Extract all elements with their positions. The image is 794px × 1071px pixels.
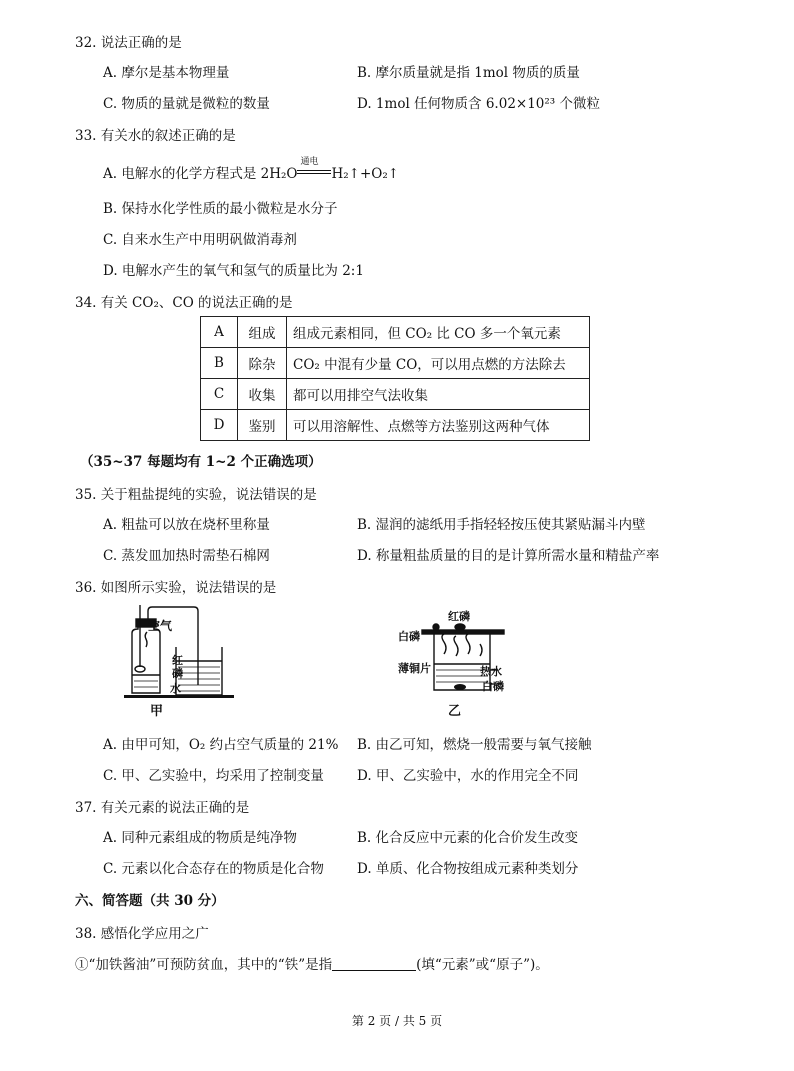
fig-yi-red-label: 红磷 (448, 610, 470, 623)
q33-stem: 33. 有关水的叙述正确的是 (75, 128, 236, 144)
q35-stem: 35. 关于粗盐提纯的实验，说法错误的是 (75, 487, 317, 503)
row-text: 都可以用排空气法收集 (287, 379, 590, 410)
table-row (201, 348, 590, 379)
q35-option-d: D. 称量粗盐质量的目的是计算所需水量和精盐产率 (357, 548, 660, 564)
q36-stem: 36. 如图所示实验，说法错误的是 (75, 580, 277, 596)
q32-option-d: D. 1mol 任何物质含 6.02×10²³ 个微粒 (357, 96, 601, 112)
q38-stem: 38. 感悟化学应用之广 (75, 926, 209, 942)
q32-option-b: B. 摩尔质量就是指 1mol 物质的质量 (357, 65, 580, 81)
q36-option-c: C. 甲、乙实验中，均采用了控制变量 (103, 768, 324, 784)
reaction-equals (297, 157, 331, 178)
q36-option-d: D. 甲、乙实验中，水的作用完全不同 (357, 768, 579, 784)
q36-option-a: A. 由甲可知，O₂ 约占空气质量的 21% (103, 737, 339, 753)
fig-yi-caption: 乙 (448, 704, 462, 719)
q37-option-d: D. 单质、化合物按组成元素种类划分 (357, 861, 579, 877)
fig-jia-water-label: 水 (170, 682, 181, 695)
fig-jia-air-label: 空气 (148, 619, 173, 633)
q35-option-c: C. 蒸发皿加热时需垫石棉网 (103, 548, 270, 564)
q38-item-1-prefix: ①“加铁酱油”可预防贫血，其中的“铁”是指 (75, 957, 333, 973)
row-topic: 除杂 (238, 348, 287, 379)
row-text: 组成元素相同，但 CO₂ 比 CO 多一个氧元素 (287, 317, 590, 348)
q34-stem: 34. 有关 CO₂、CO 的说法正确的是 (75, 295, 293, 311)
row-text: CO₂ 中混有少量 CO，可以用点燃的方法除去 (287, 348, 590, 379)
q37-stem: 37. 有关元素的说法正确的是 (75, 800, 250, 816)
table-row (201, 317, 590, 348)
q37-option-c: C. 元素以化合态存在的物质是化合物 (103, 861, 324, 877)
q36-option-b: B. 由乙可知，燃烧一般需要与氧气接触 (357, 737, 592, 753)
q33-option-d: D. 电解水产生的氧气和氢气的质量比为 2:1 (103, 263, 364, 279)
q33-option-c: C. 自来水生产中用明矾做消毒剂 (103, 232, 297, 248)
row-topic: 收集 (238, 379, 287, 410)
q32-option-c: C. 物质的量就是微粒的数量 (103, 96, 270, 112)
row-topic: 组成 (238, 317, 287, 348)
q33-a-prefix: A. 电解水的化学方程式是 2H₂O (103, 166, 298, 182)
row-letter: C (201, 379, 238, 410)
page-footer: 第 2 页 / 共 5 页 (351, 1014, 443, 1028)
section-note: （35~37 每题均有 1~2 个正确选项） (80, 454, 322, 470)
fig-yi-white-bottom-label: 白磷 (482, 680, 504, 693)
row-letter: B (201, 348, 238, 379)
table-row (201, 379, 590, 410)
answer-blank[interactable] (332, 956, 416, 971)
row-text: 可以用溶解性、点燃等方法鉴别这两种气体 (287, 410, 590, 441)
q33-a-suffix: H₂↑+O₂↑ (331, 166, 400, 182)
fig-yi-white-top-label: 白磷 (398, 630, 420, 643)
q33-option-a (103, 157, 400, 182)
q38-item-1-suffix: (填“元素”或“原子”)。 (416, 957, 549, 973)
q32-stem: 32. 说法正确的是 (75, 35, 182, 51)
fig-jia-red-label-1: 红 (172, 654, 183, 667)
q33-option-b: B. 保持水化学性质的最小微粒是水分子 (103, 201, 338, 217)
reaction-condition: 通电 (300, 157, 319, 167)
q32-option-a: A. 摩尔是基本物理量 (103, 65, 230, 81)
q34-options-table (200, 316, 590, 441)
row-topic: 鉴别 (238, 410, 287, 441)
q37-option-a: A. 同种元素组成的物质是纯净物 (103, 830, 297, 846)
fig-jia-red-label-2: 磷 (172, 667, 183, 680)
q38-item-1 (75, 953, 549, 973)
q35-option-a: A. 粗盐可以放在烧杯里称量 (103, 517, 270, 533)
fig-jia-caption: 甲 (150, 704, 164, 719)
fig-yi-copper-label: 薄铜片 (398, 662, 431, 675)
q35-option-b: B. 湿润的滤纸用手指轻轻按压使其紧贴漏斗内壁 (357, 517, 646, 533)
q37-option-b: B. 化合反应中元素的化合价发生改变 (357, 830, 579, 846)
fig-yi-hot-water-label: 热水 (480, 665, 502, 678)
section-6-heading: 六、简答题（共 30 分） (75, 893, 225, 909)
row-letter: A (201, 317, 238, 348)
table-row (201, 410, 590, 441)
row-letter: D (201, 410, 238, 441)
